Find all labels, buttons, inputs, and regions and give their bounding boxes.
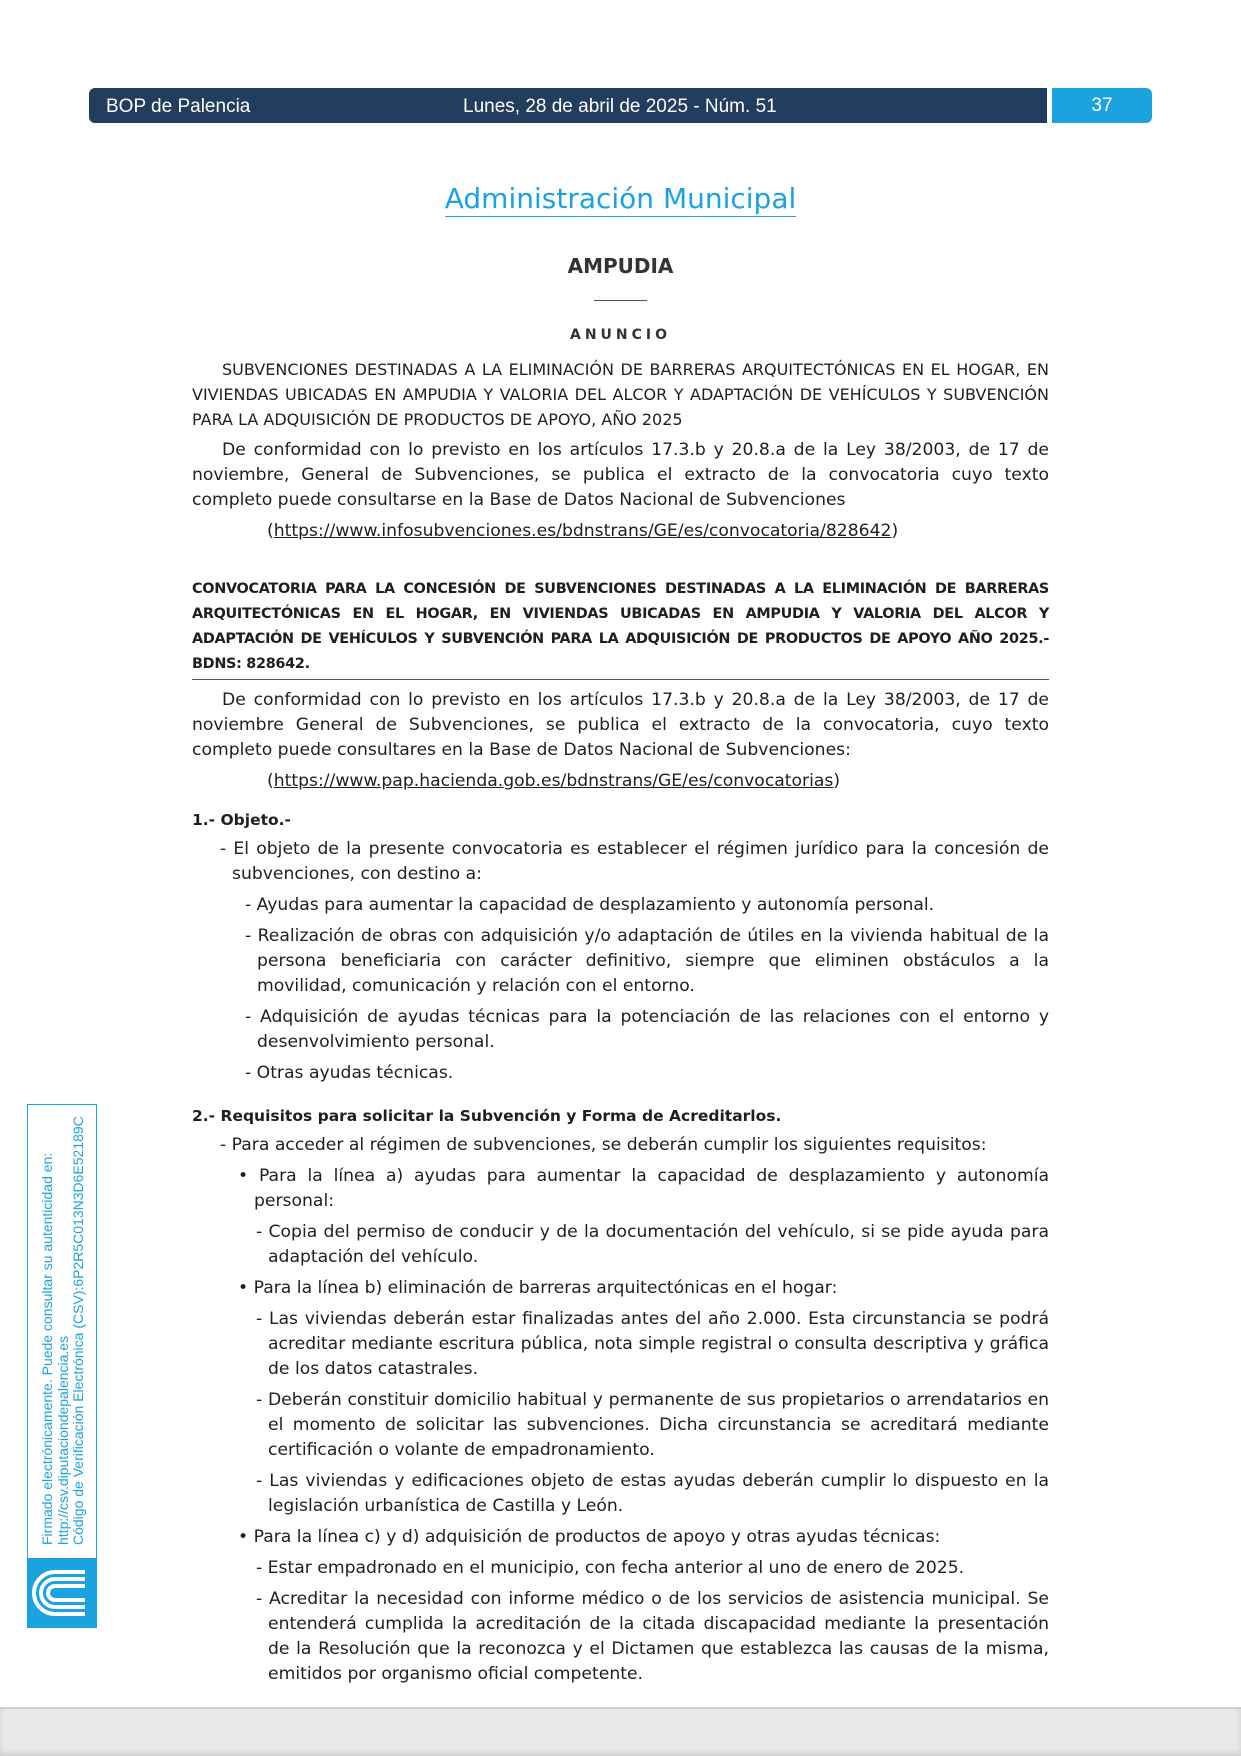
viewer-footer-bar bbox=[0, 1707, 1241, 1756]
diputacion-logo-icon bbox=[27, 1558, 97, 1628]
section1-heading: 1.- Objeto.- bbox=[192, 811, 291, 829]
verification-line: Firmado electrónicamente. Puede consultar su autenticidad en: bbox=[39, 1152, 55, 1545]
intro-url-line: (https://www.infosubvenciones.es/bdnstrans/GE/es/convocatoria/828642) bbox=[267, 521, 899, 541]
convocatoria-title: CONVOCATORIA PARA LA CONCESIÓN DE SUBVENCIONES DESTINADAS A LA ELIMINACIÓN DE BARRERAS ARQUITECTÓNICAS EN EL HOGAR, EN VIVIENDAS UBICADAS EN AMPUDIA Y VALORIA DEL ALCOR Y ADAPTACIÓN DE VEHÍCULOS Y SUBVENCIÓN PARA LA ADQUISICIÓN DE PRODUCTOS DE APOYO AÑO 2025.- BDNS: 828642. bbox=[192, 577, 1049, 680]
section1-lead: - El objeto de la presente convocatoria es establecer el régimen jurídico para la concesión de subvenciones, con destino a: bbox=[220, 839, 1049, 884]
verification-text bbox=[40, 1115, 87, 1545]
line-cd-bullet: • Para la línea c) y d) adquisición de productos de apoyo y otras ayudas técnicas: bbox=[238, 1527, 941, 1547]
list-item: - Realización de obras con adquisición y/o adaptación de útiles en la vivienda habitual de la persona beneficiaria con carácter definitivo, siempre que eliminen obstáculos a la movilidad, comunicación y relación con el entorno. bbox=[245, 926, 1049, 996]
list-item: - Adquisición de ayudas técnicas para la potenciación de las relaciones con el entorno y desenvolvimiento personal. bbox=[245, 1007, 1049, 1052]
publication-name: BOP de Palencia bbox=[106, 96, 251, 117]
line-b-bullet: • Para la línea b) eliminación de barreras arquitectónicas en el hogar: bbox=[238, 1278, 838, 1298]
list-item: - Acreditar la necesidad con informe médico o de los servicios de asistencia municipal. Se entenderá cumplida la acreditación de la citada discapacidad mediante la presentación de la Resolución que la reconozca y el Dictamen que establezca las causas de la misma, emitidos por organismo oficial competente. bbox=[256, 1589, 1049, 1684]
intro-paragraph: De conformidad con lo previsto en los artículos 17.3.b y 20.8.a de la Ley 38/2003, de 17 de noviembre, General de Subvenciones, se publica el extracto de la convocatoria cuyo texto completo puede consultarse en la Base de Datos Nacional de Subvenciones bbox=[192, 440, 1049, 510]
section-title bbox=[0, 182, 1241, 215]
issue-date: Lunes, 28 de abril de 2025 - Núm. 51 bbox=[463, 96, 777, 117]
notice-label: ANUNCIO bbox=[569, 327, 672, 343]
verification-url[interactable]: http://csv.diputaciondepalencia.es bbox=[54, 1335, 71, 1545]
list-item: - Ayudas para aumentar la capacidad de desplazamiento y autonomía personal. bbox=[245, 895, 935, 915]
list-item: - Las viviendas y edificaciones objeto de estas ayudas deberán cumplir lo dispuesto en la legislación urbanística de Castilla y León. bbox=[256, 1471, 1049, 1516]
list-item: - Estar empadronado en el municipio, con fecha anterior al uno de enero de 2025. bbox=[256, 1558, 965, 1578]
section-title-text: Administración Municipal bbox=[444, 182, 797, 215]
infosubvenciones-link[interactable]: https://www.infosubvenciones.es/bdnstrans/GE/es/convocatoria/828642 bbox=[273, 521, 892, 541]
divider bbox=[594, 300, 647, 301]
list-item: - Otras ayudas técnicas. bbox=[245, 1063, 454, 1083]
section2-heading: 2.- Requisitos para solicitar la Subvención y Forma de Acreditarlos. bbox=[192, 1107, 782, 1125]
section2-lead: - Para acceder al régimen de subvenciones, se deberán cumplir los siguientes requisitos: bbox=[220, 1135, 987, 1155]
list-item: - Las viviendas deberán estar finalizadas antes del año 2.000. Esta circunstancia se podrá acreditar mediante escritura pública, nota simple registral o consulta descriptiva y gráfica de los datos catastrales. bbox=[256, 1309, 1049, 1379]
page-number: 37 bbox=[1052, 88, 1152, 123]
convocatoria-url-line: (https://www.pap.hacienda.gob.es/bdnstrans/GE/es/convocatorias) bbox=[267, 771, 841, 791]
document-body bbox=[192, 357, 1049, 1693]
line-a-bullet: • Para la línea a) ayudas para aumentar la capacidad de desplazamiento y autonomía personal: bbox=[238, 1166, 1049, 1211]
list-item: - Deberán constituir domicilio habitual y permanente de sus propietarios o arrendatarios en el momento de solicitar las subvenciones. Dicha circunstancia se acreditará mediante certificación o volante de empadronamiento. bbox=[256, 1390, 1049, 1460]
municipality-name: AMPUDIA bbox=[567, 254, 674, 278]
convocatoria-paragraph: De conformidad con lo previsto en los artículos 17.3.b y 20.8.a de la Ley 38/2003, de 17 de noviembre General de Subvenciones, se publica el extracto de la convocatoria, cuyo texto completo puede consultares en la Base de Datos Nacional de Subvenciones: bbox=[192, 690, 1049, 760]
hacienda-link[interactable]: https://www.pap.hacienda.gob.es/bdnstrans/GE/es/convocatorias bbox=[273, 771, 834, 791]
verification-code: Código de Verificación Electrónica (CSV):6P2R5C013N3D6E52189C bbox=[70, 1116, 86, 1545]
list-item: - Copia del permiso de conducir y de la documentación del vehículo, si se pide ayuda para adaptación del vehículo. bbox=[256, 1222, 1049, 1267]
notice-subject: SUBVENCIONES DESTINADAS A LA ELIMINACIÓN DE BARRERAS ARQUITECTÓNICAS EN EL HOGAR, EN VIVIENDAS UBICADAS EN AMPUDIA Y VALORIA DEL ALCOR Y ADAPTACIÓN DE VEHÍCULOS Y SUBVENCIÓN PARA LA ADQUISICIÓN DE PRODUCTOS DE APOYO, AÑO 2025 bbox=[192, 360, 1049, 429]
